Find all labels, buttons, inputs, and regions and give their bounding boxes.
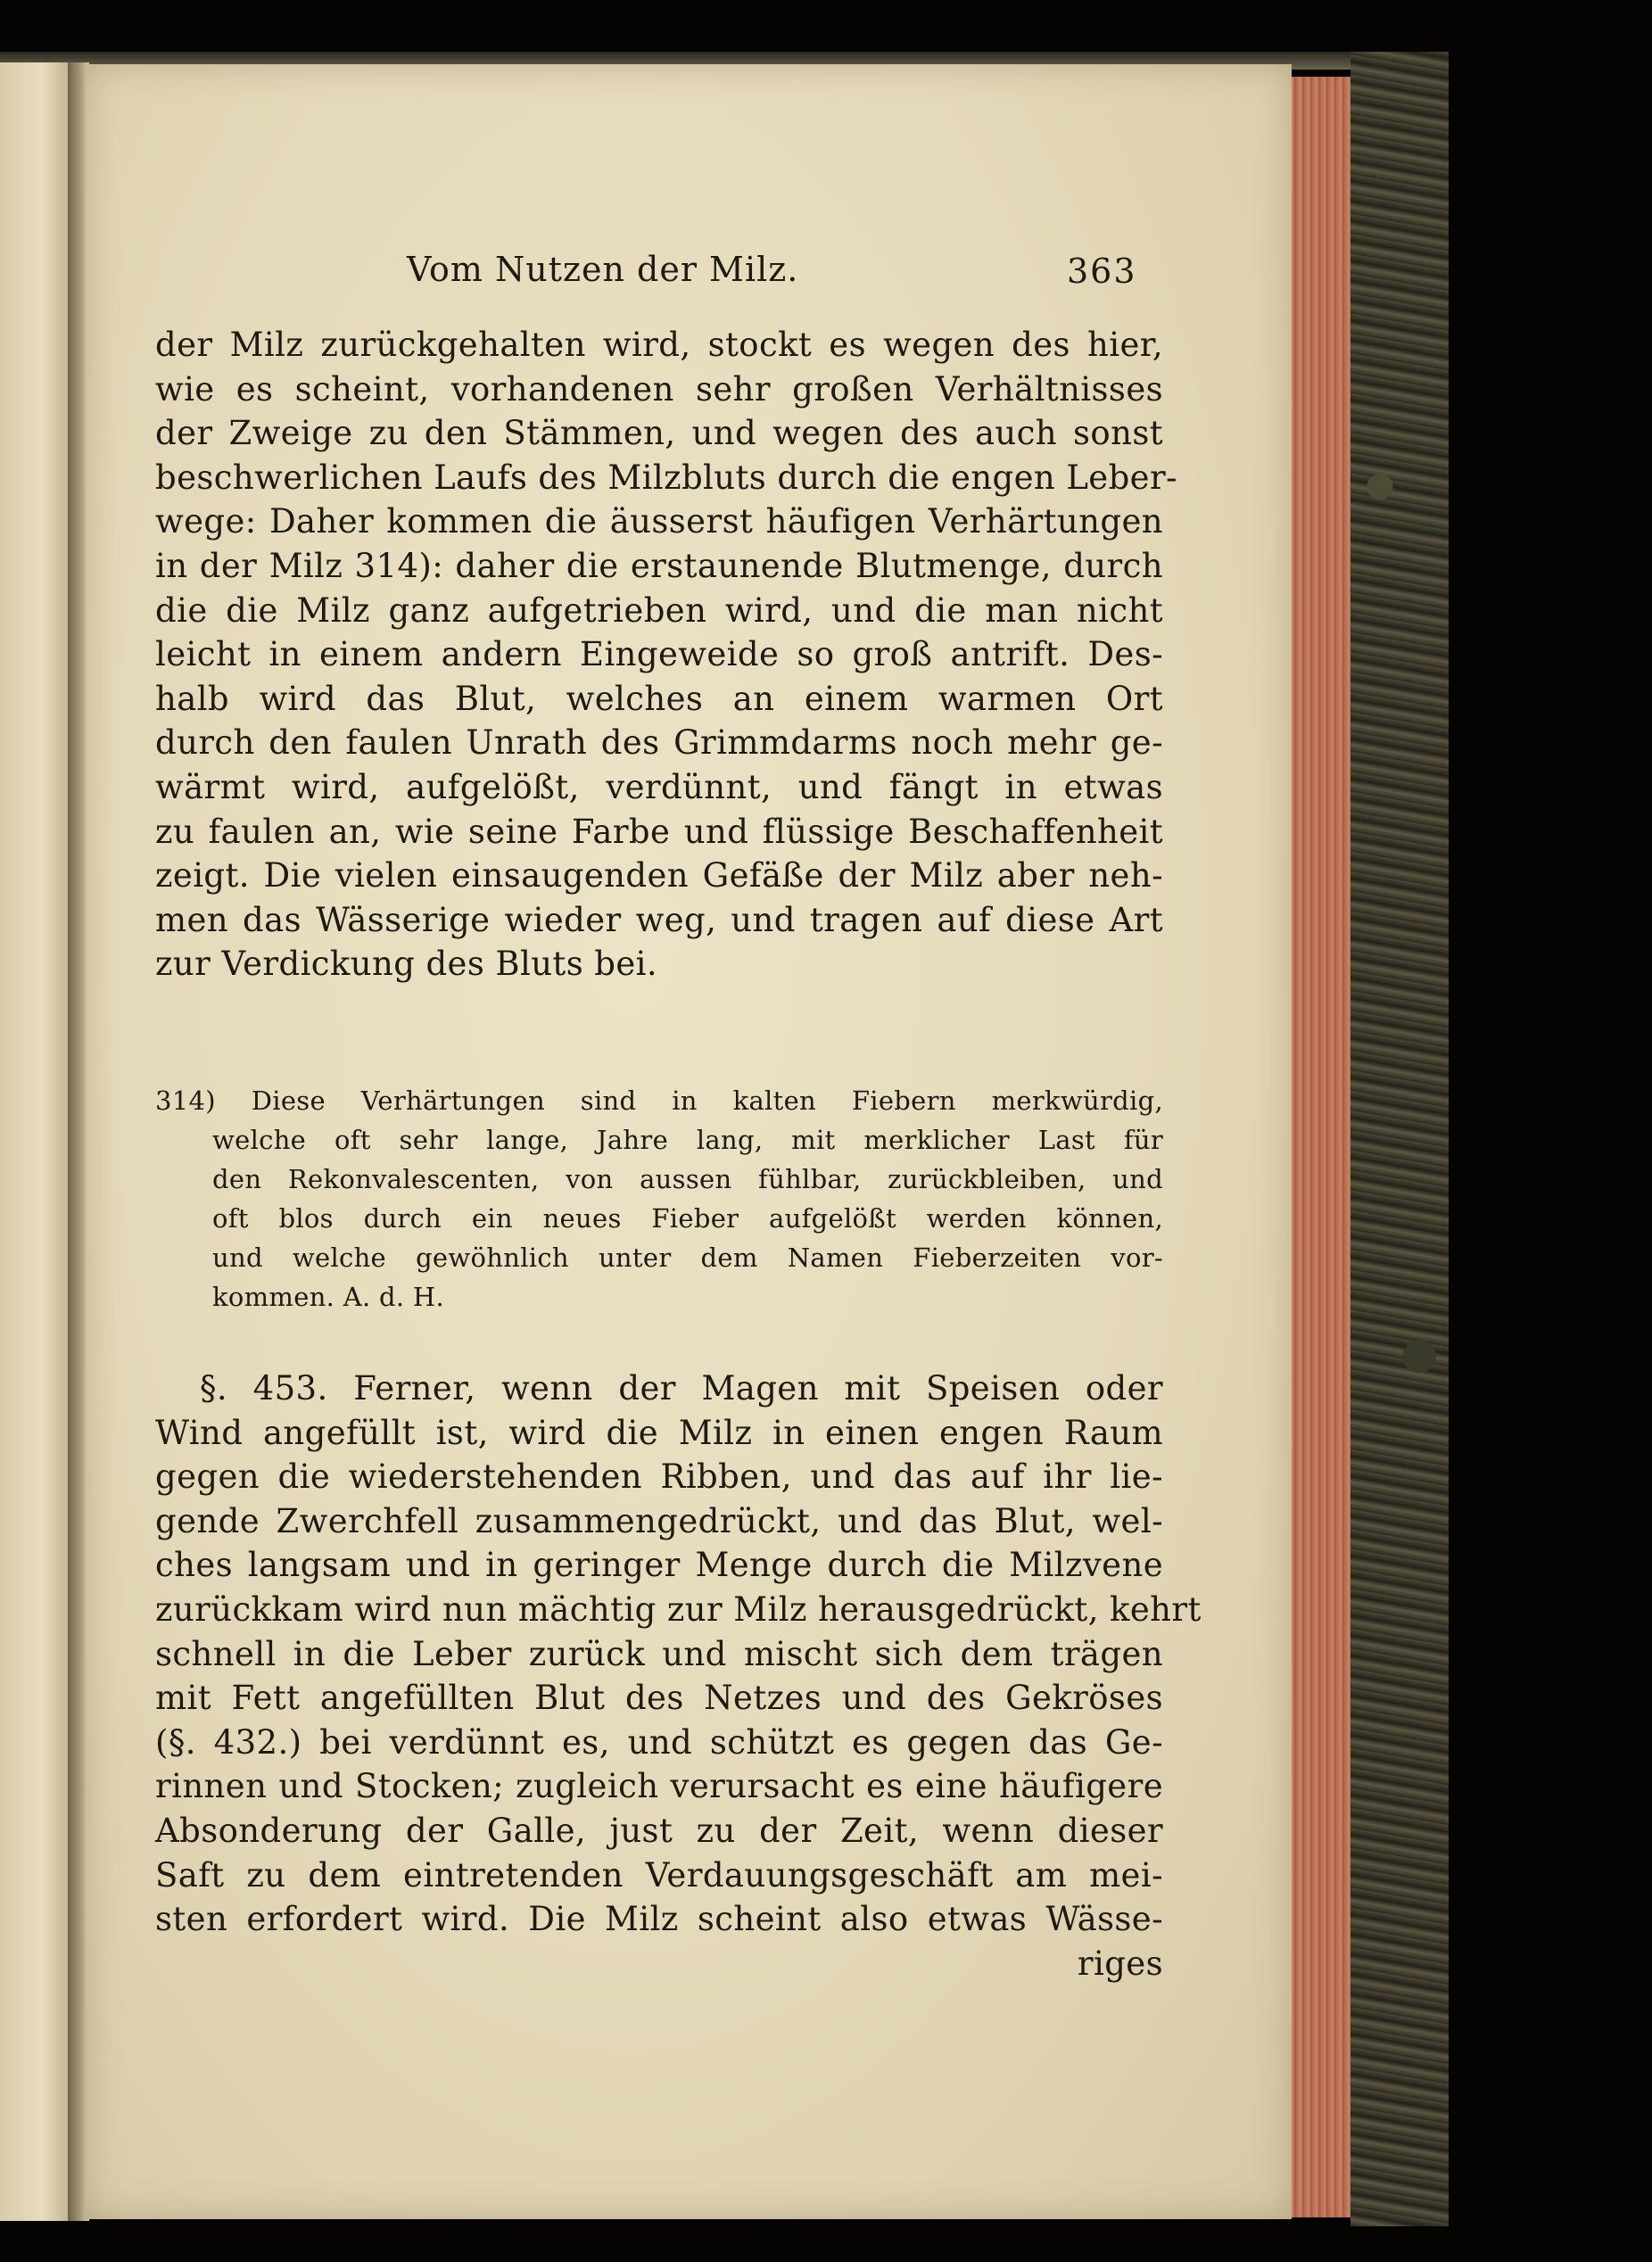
footnote-line: den Rekonvalescenten, von aussen fühlbar, zurückbleiben, und (212, 1164, 1163, 1194)
text-line: §. 453. Ferner, wenn der Magen mit Speisen oder (200, 1369, 1163, 1408)
text-line: der Zweige zu den Stämmen, und wegen des auch sonst (155, 414, 1163, 453)
text-line: in der Milz 314): daher die erstaunende Blutmenge, durch (155, 546, 1163, 585)
footnote-line: oft blos durch ein neues Fieber aufgelößt werden können, (212, 1203, 1163, 1234)
running-head (86, 243, 1292, 296)
text-line: Saft zu dem eintretenden Verdauungsgeschäft am mei- (155, 1855, 1163, 1895)
marbled-cover (1351, 52, 1449, 2226)
text-line: sten erfordert wird. Die Milz scheint also etwas Wässe- (155, 1900, 1163, 1939)
page-number: 363 (1067, 252, 1137, 291)
text-line: zu faulen an, wie seine Farbe und flüssige Beschaffenheit (155, 812, 1163, 851)
text-line: wie es scheint, vorhandenen sehr großen Verhältnisses (155, 369, 1163, 409)
previous-page-edge (0, 62, 71, 2221)
text-line: wege: Daher kommen die äusserst häufigen Verhärtungen (155, 502, 1163, 541)
page-block-edges (1290, 77, 1352, 2217)
page-content (86, 64, 1292, 2219)
footnote-line: welche oft sehr lange, Jahre lang, mit merklicher Last für (212, 1125, 1163, 1155)
text-line: gegen die wiederstehenden Ribben, und das auf ihr lie- (155, 1457, 1163, 1497)
text-line: zeigt. Die vielen einsaugenden Gefäße der Milz aber neh- (155, 856, 1163, 896)
book-page (86, 64, 1292, 2219)
text-line: durch den faulen Unrath des Grimmdarms noch mehr ge- (155, 723, 1163, 763)
text-line: beschwerlichen Laufs des Milzbluts durch die engen Leber- (155, 458, 1177, 497)
running-title: Vom Nutzen der Milz. (407, 250, 799, 289)
text-line: schnell in die Leber zurück und mischt sich dem trägen (155, 1634, 1163, 1673)
footnote-line: kommen. A. d. H. (212, 1282, 444, 1312)
text-line: leicht in einem andern Eingeweide so groß antrift. Des- (155, 635, 1163, 674)
text-line: (§. 432.) bei verdünnt es, und schützt es gegen das Ge- (155, 1722, 1163, 1762)
catchword: riges (1077, 1944, 1163, 1983)
text-line: zurückkam wird nun mächtig zur Milz herausgedrückt, kehrt (155, 1589, 1202, 1629)
text-line: zur Verdickung des Bluts bei. (155, 945, 658, 984)
text-line: men das Wässerige wieder weg, und tragen auf diese Art (155, 900, 1163, 939)
text-line: rinnen und Stocken; zugleich verursacht es eine häufigere (155, 1767, 1163, 1806)
text-line: die die Milz ganz aufgetrieben wird, und die man nicht (155, 590, 1163, 630)
text-line: wärmt wird, aufgelößt, verdünnt, und fängt in etwas (155, 767, 1163, 806)
text-line: Wind angefüllt ist, wird die Milz in einen engen Raum (155, 1413, 1163, 1452)
text-line: der Milz zurückgehalten wird, stockt es wegen des hier, (155, 326, 1163, 364)
text-line: Absonderung der Galle, just zu der Zeit, wenn dieser (155, 1811, 1163, 1850)
text-line: gende Zwerchfell zusammengedrückt, und das Blut, wel- (155, 1501, 1163, 1540)
footnote-line: und welche gewöhnlich unter dem Namen Fieberzeiten vor- (212, 1242, 1163, 1273)
section-453 (155, 1366, 1202, 1985)
footnote-314 (155, 1081, 1163, 1317)
text-line: ches langsam und in geringer Menge durch die Milzvene (155, 1546, 1163, 1585)
main-paragraph (155, 323, 1177, 987)
footnote-line: 314) Diese Verhärtungen sind in kalten Fiebern merkwürdig, (155, 1086, 1163, 1116)
text-line: mit Fett angefüllten Blut des Netzes und des Gekröses (155, 1679, 1163, 1718)
text-line: halb wird das Blut, welches an einem warmen Ort (155, 679, 1163, 718)
